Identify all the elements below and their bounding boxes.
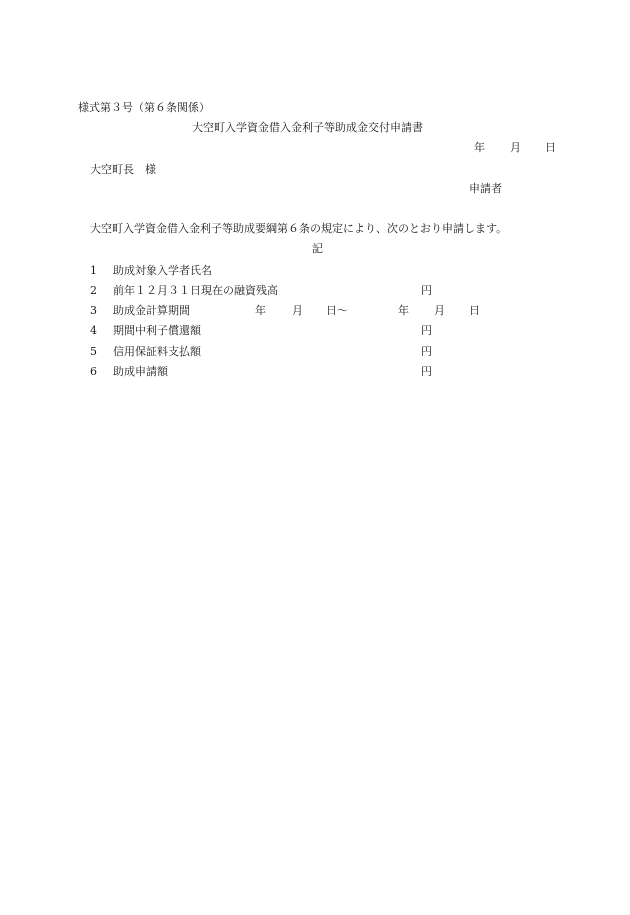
item-number: 5 — [90, 345, 97, 358]
item-label: 期間中利子償還額 — [113, 324, 201, 337]
item-number: 6 — [90, 365, 97, 378]
item-label: 前年１２月３１日現在の融資残高 — [113, 284, 278, 297]
item-unit-yen: 円 — [421, 365, 432, 378]
period-to-year: 年 — [398, 304, 409, 317]
document-title: 大空町入学資金借入金利子等助成金交付申請書 — [192, 121, 423, 134]
period-from-month: 月 — [292, 304, 303, 317]
date-month-label: 月 — [510, 141, 521, 154]
item-number: 1 — [90, 264, 97, 277]
period-from-day: 日〜 — [326, 304, 348, 317]
item-unit-yen: 円 — [421, 324, 432, 337]
item-label: 助成対象入学者氏名 — [113, 264, 212, 277]
applicant-label: 申請者 — [469, 182, 502, 195]
item-unit-yen: 円 — [421, 284, 432, 297]
item-number: 2 — [90, 284, 97, 297]
item-number: 3 — [90, 304, 97, 317]
form-number-label: 様式第３号（第６条関係） — [78, 101, 210, 114]
date-day-label: 日 — [545, 141, 556, 154]
addressee: 大空町長 様 — [90, 163, 156, 176]
item-number: 4 — [90, 324, 97, 337]
item-label: 助成申請額 — [113, 365, 168, 378]
ki-heading: 記 — [312, 242, 323, 255]
body-text: 大空町入学資金借入金利子等助成要綱第６条の規定により、次のとおり申請します。 — [90, 222, 508, 235]
date-year-label: 年 — [474, 141, 485, 154]
period-from-year: 年 — [255, 304, 266, 317]
period-to-month: 月 — [434, 304, 445, 317]
item-unit-yen: 円 — [421, 345, 432, 358]
item-label: 助成金計算期間 — [113, 304, 190, 317]
item-label: 信用保証料支払額 — [113, 345, 201, 358]
period-to-day: 日 — [469, 304, 480, 317]
